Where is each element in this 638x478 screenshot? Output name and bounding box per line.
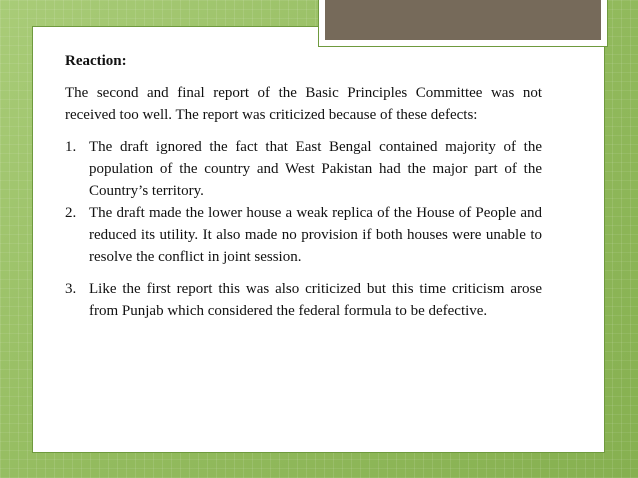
list-item bbox=[65, 202, 542, 268]
defects-list bbox=[65, 136, 542, 322]
title-accent-block bbox=[325, 0, 601, 40]
slide-heading: Reaction: bbox=[65, 53, 127, 69]
list-item-text: Like the first report this was also criticized but this time criticism arose from Punjab which considered the federal formula to be defective. bbox=[89, 281, 542, 319]
list-item-number: 3. bbox=[65, 281, 77, 297]
list-item-number: 1. bbox=[65, 139, 77, 155]
list-item-text: The draft ignored the fact that East Bengal contained majority of the population of the country and West Pakistan had the major part of the Country’s territory. bbox=[89, 139, 542, 199]
list-item-number: 2. bbox=[65, 205, 77, 221]
slide-body bbox=[65, 50, 542, 322]
list-item bbox=[65, 278, 542, 322]
list-item bbox=[65, 136, 542, 202]
intro-paragraph: The second and final report of the Basic Principles Committee was not received too well. The report was criticized because of these defects: bbox=[65, 85, 542, 123]
list-item-text: The draft made the lower house a weak replica of the House of People and reduced its utility. It also made no provision if both houses were unable to resolve the conflict in joint session. bbox=[89, 205, 542, 265]
